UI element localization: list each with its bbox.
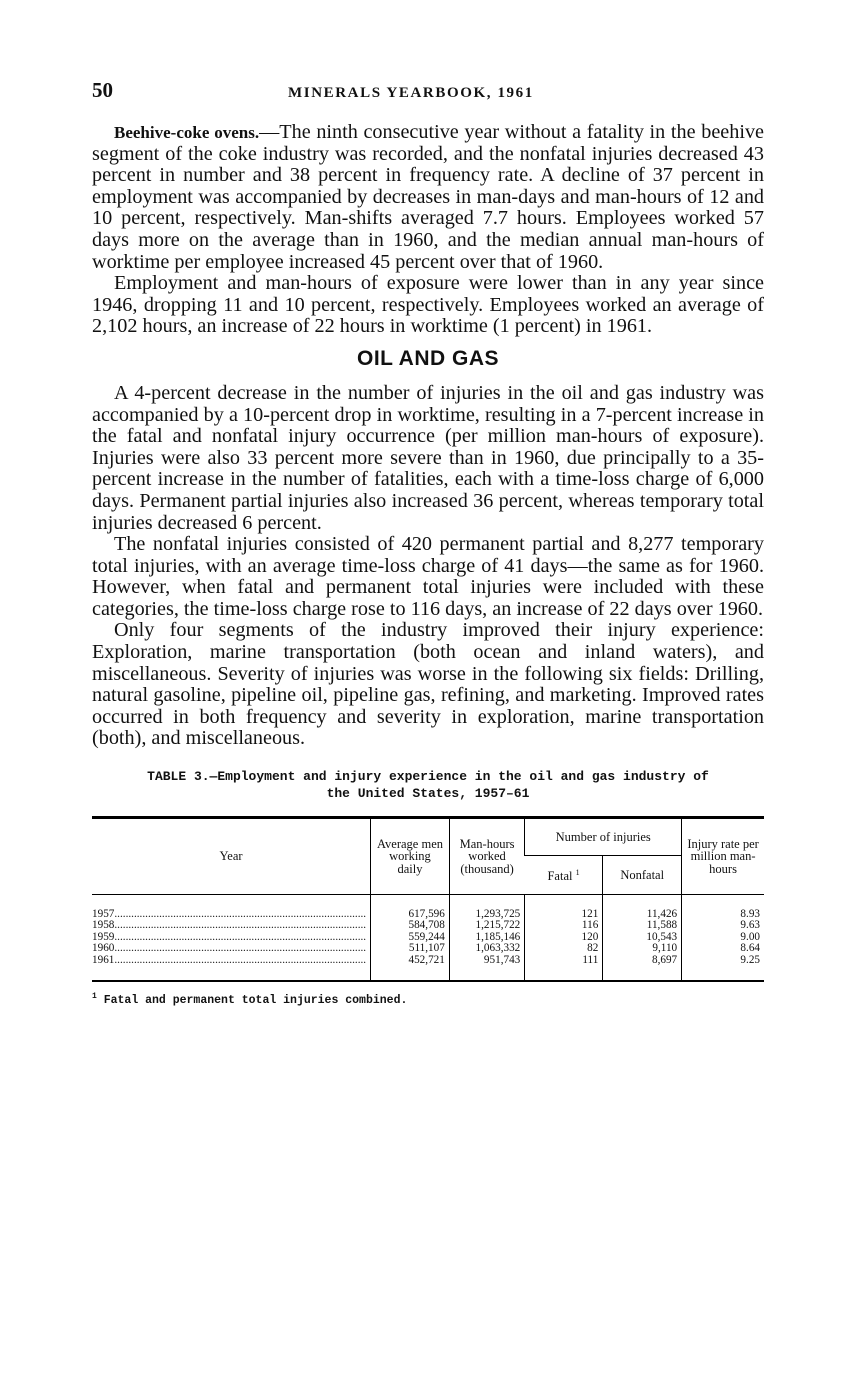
- table-footnote: [92, 992, 764, 1007]
- cell-avg-men: 452,721: [371, 955, 450, 981]
- header-fatal-label: Fatal: [547, 869, 573, 884]
- cell-year: [92, 943, 371, 954]
- year-label: 1960: [92, 943, 115, 955]
- paragraph-injuries: A 4-percent decrease in the number of injuries in the oil and gas industry was accompanied by a 10-percent drop in worktime, resulting in a 7-percent increase in the fatal and nonfatal injury occurrence (per million man-hours of exposure). Injuries were also 33 percent more severe than in 1960, due principally to a 35-percent increase in the number of fatalities, each with a time-loss charge of 6,000 days. Permanent partial injuries also increased 36 percent, whereas temporary total injuries decreased 6 percent.: [92, 381, 764, 534]
- header-year: Year: [92, 818, 371, 895]
- header-fatal: [525, 856, 603, 895]
- section-heading: OIL AND GAS: [356, 346, 499, 370]
- running-head: MINERALS YEARBOOK, 1961: [288, 85, 534, 101]
- year-label: 1957: [92, 908, 115, 921]
- cell-rate: 9.25: [682, 955, 764, 981]
- year-label: 1961: [92, 954, 115, 966]
- cell-rate: 8.93: [682, 895, 764, 921]
- table-row: [92, 955, 764, 981]
- table-row: [92, 895, 764, 921]
- table-body: [92, 895, 764, 982]
- cell-year: [92, 932, 371, 943]
- paragraph-text: —The ninth consecutive year without a fatality in the beehive segment of the coke industry was recorded, and the nonfatal injuries decreased 43 percent in number and 38 percent in frequency rate. A decline of 37 percent in employment was accompanied by decreases in man-days and man-hours of 12 and 10 percent, respectively. Man-shifts averaged 7.7 hours. Employees worked 57 days more on the average than in 1960, and the median annual man-hours of worktime per employee increased 45 percent over that of 1960.: [92, 121, 764, 273]
- cell-fatal: 116: [525, 920, 603, 931]
- cell-rate: 9.00: [682, 932, 764, 943]
- dot-leader: ..........................................................................................: [114, 931, 367, 943]
- year-label: 1959: [92, 931, 115, 943]
- table-row: [92, 943, 764, 954]
- page-number: 50: [92, 78, 113, 102]
- paragraph-beehive: [92, 122, 764, 273]
- cell-fatal: 111: [525, 955, 603, 981]
- cell-year: [92, 955, 371, 981]
- cell-year: [92, 920, 371, 931]
- footnote-text: Fatal and permanent total injuries combined.: [103, 993, 408, 1007]
- cell-nonfatal: 10,543: [603, 932, 682, 943]
- cell-nonfatal: 9,110: [603, 943, 682, 954]
- paragraph-nonfatal: The nonfatal injuries consisted of 420 permanent partial and 8,277 temporary total injuries, with an average time-loss charge of 41 days—the same as for 1960. However, when fatal and permanent total injuries were included with these categories, the time-loss charge rose to 116 days, an increase of 22 days over 1960.: [92, 533, 764, 620]
- cell-man-hours: 1,063,332: [449, 943, 524, 954]
- header-injury-rate: Injury rate per million man-hours: [682, 818, 764, 895]
- cell-man-hours: 1,293,725: [449, 895, 524, 921]
- dot-leader: ..........................................................................................: [114, 920, 367, 932]
- header-avg-men: Average men working daily: [371, 818, 450, 895]
- cell-fatal: 121: [525, 895, 603, 921]
- cell-nonfatal: 11,426: [603, 895, 682, 921]
- cell-avg-men: 559,244: [371, 932, 450, 943]
- header-nonfatal: Nonfatal: [603, 856, 682, 895]
- cell-fatal: 82: [525, 943, 603, 954]
- table-title-line: the United States, 1957–61: [326, 786, 530, 802]
- cell-avg-men: 617,596: [371, 895, 450, 921]
- dot-leader: ..........................................................................................: [114, 908, 367, 921]
- cell-fatal: 120: [525, 932, 603, 943]
- cell-rate: 9.63: [682, 920, 764, 931]
- dot-leader: ..........................................................................................: [114, 954, 367, 966]
- year-label: 1958: [92, 920, 115, 932]
- footnote-mark: 1: [92, 992, 97, 1002]
- header-man-hours: Man-hours worked (thousand): [449, 818, 524, 895]
- cell-man-hours: 1,185,146: [449, 932, 524, 943]
- page-header: [92, 78, 764, 108]
- cell-avg-men: 511,107: [371, 943, 450, 954]
- dot-leader: ..........................................................................................: [114, 943, 367, 955]
- paragraph-segments: Only four segments of the industry improved their injury experience: Exploration, marine transportation (both ocean and inland waters), and miscellaneous. Severity of injuries was worse in the following six fields: Drilling, natural gasoline, pipeline oil, pipeline gas, refining, and marketing. Improved rates occurred in both frequency and severity in exploration, marine transportation (both), and miscellaneous.: [92, 619, 764, 750]
- cell-nonfatal: 8,697: [603, 955, 682, 981]
- table-title: [92, 768, 764, 802]
- document-page: [92, 78, 764, 1007]
- cell-rate: 8.64: [682, 943, 764, 954]
- cell-nonfatal: 11,588: [603, 920, 682, 931]
- cell-year: [92, 895, 371, 921]
- header-number-injuries: Number of injuries: [525, 818, 682, 856]
- paragraph-employment: Employment and man-hours of exposure were lower than in any year since 1946, dropping 11 and 10 percent, respectively. Employees worked an average of 2,102 hours, an increase of 22 hours in worktime (1 percent) in 1961.: [92, 272, 764, 338]
- cell-avg-men: 584,708: [371, 920, 450, 931]
- injury-table: [92, 816, 764, 982]
- cell-man-hours: 1,215,722: [449, 920, 524, 931]
- table-title-line: TABLE 3.—Employment and injury experience in the oil and gas industry of: [147, 769, 709, 785]
- footnote-ref: 1: [575, 868, 580, 878]
- paragraph-lead: Beehive-coke ovens.: [114, 123, 260, 142]
- cell-man-hours: 951,743: [449, 955, 524, 981]
